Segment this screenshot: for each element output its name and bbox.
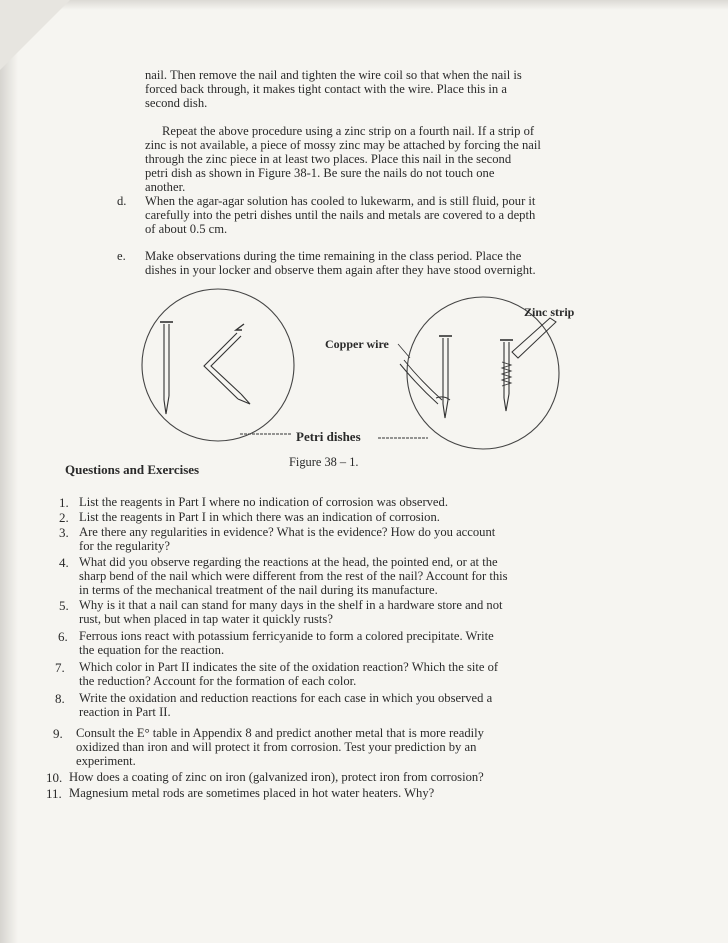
question-line: List the reagents in Part I in which there was an indication of corrosion. (79, 510, 440, 524)
question-line: the reduction? Account for the formation of each color. (79, 674, 357, 688)
question-number: 2. (59, 510, 69, 525)
question-number: 7. (55, 660, 65, 675)
question-line: experiment. (76, 754, 136, 768)
left-petri-dish (142, 289, 294, 441)
repeat-line-3: through the zinc piece in at least two places. Place this nail in the second (145, 152, 512, 166)
intro-line-3: second dish. (145, 96, 208, 110)
repeat-line-4: petri dish as shown in Figure 38-1. Be sure the nails do not touch one (145, 166, 495, 180)
left-straight-nail (160, 322, 173, 414)
question-number: 6. (58, 629, 68, 644)
figure-caption: Figure 38 – 1. (289, 455, 359, 469)
question-line: Magnesium metal rods are sometimes placed in hot water heaters. Why? (69, 786, 435, 800)
question-line: oxidized than iron and will protect it from corrosion. Test your prediction by an (76, 740, 477, 754)
question-number: 11. (46, 786, 62, 801)
question-number: 1. (59, 495, 69, 510)
question-line: Are there any regularities in evidence? What is the evidence? How do you account (79, 525, 496, 539)
step-d-marker: d. (117, 194, 127, 208)
question-line: rust, but when placed in tap water it quickly rusts? (79, 612, 333, 626)
question-line: for the regularity? (79, 539, 170, 553)
step-d-line-3: of about 0.5 cm. (145, 222, 228, 236)
copper-wire-label: Copper wire (325, 337, 389, 351)
petri-dishes-label: Petri dishes (296, 429, 361, 444)
step-e-line-2: dishes in your locker and observe them again after they have stood overnight. (145, 263, 536, 277)
question-number: 8. (55, 691, 65, 706)
question-line: Ferrous ions react with potassium ferricyanide to form a colored precipitate. Write (79, 629, 494, 643)
repeat-line-2: zinc is not available, a piece of mossy zinc may be attached by forcing the nail (145, 138, 541, 152)
question-number: 4. (59, 555, 69, 570)
question-line: Consult the E° table in Appendix 8 and predict another metal that is more readily (76, 726, 484, 740)
question-number: 5. (59, 598, 69, 613)
question-line: Why is it that a nail can stand for many days in the shelf in a hardware store and not (79, 598, 503, 612)
question-line: Write the oxidation and reduction reactions for each case in which you observed a (79, 691, 493, 705)
intro-line-2: forced back through, it makes tight contact with the wire. Place this in a (145, 82, 507, 96)
question-line: sharp bend of the nail which were different from the rest of the nail? Account for this (79, 569, 508, 583)
question-line: How does a coating of zinc on iron (galvanized iron), protect iron from corrosion? (69, 770, 484, 784)
intro-line-1: nail. Then remove the nail and tighten the wire coil so that when the nail is (145, 68, 522, 82)
question-line: reaction in Part II. (79, 705, 171, 719)
question-number: 9. (53, 726, 63, 741)
questions-heading: Questions and Exercises (65, 462, 200, 477)
step-e-marker: e. (117, 249, 126, 263)
repeat-line-5: another. (145, 180, 186, 194)
zinc-strip-label: Zinc strip (524, 305, 575, 319)
question-number: 3. (59, 525, 69, 540)
copper-wire-nail (398, 336, 452, 418)
question-line: the equation for the reaction. (79, 643, 225, 657)
left-bent-nail (204, 324, 250, 404)
repeat-line-1: Repeat the above procedure using a zinc strip on a fourth nail. If a strip of (162, 124, 535, 138)
step-d-line-1: When the agar-agar solution has cooled to lukewarm, and is still fluid, pour it (145, 194, 536, 208)
question-line: What did you observe regarding the reactions at the head, the pointed end, or at the (79, 555, 498, 569)
question-line: Which color in Part II indicates the site of the oxidation reaction? Which the site of (79, 660, 499, 674)
step-d-line-2: carefully into the petri dishes until the nails and metals are covered to a depth (145, 208, 536, 222)
question-number: 10. (46, 770, 63, 785)
step-e-line-1: Make observations during the time remaining in the class period. Place the (145, 249, 522, 263)
question-line: List the reagents in Part I where no indication of corrosion was observed. (79, 495, 448, 509)
question-line: in terms of the mechanical treatment of the nail during its manufacture. (79, 583, 438, 597)
